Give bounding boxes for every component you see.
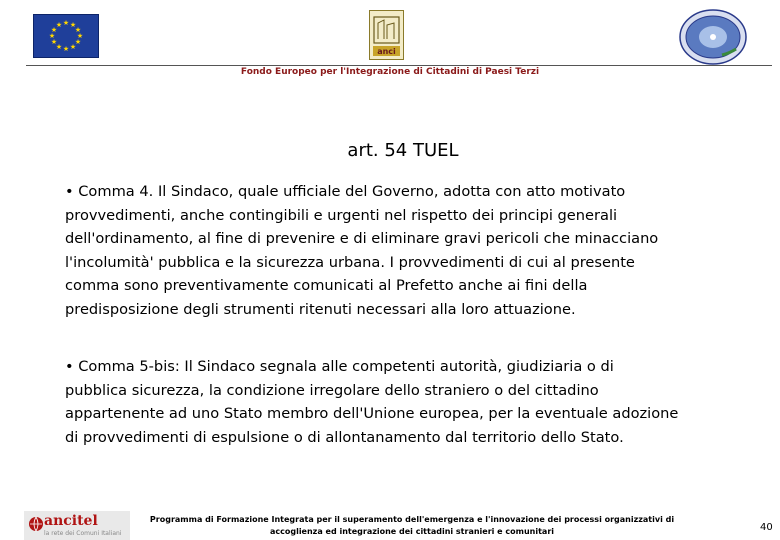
seal-icon [678, 9, 748, 65]
paragraph-line: pubblica sicurezza, la condizione irregolare dello straniero o del cittadino [65, 381, 599, 399]
svg-text:★: ★ [50, 26, 58, 34]
svg-text:★: ★ [55, 21, 63, 29]
paragraph-line: di provvedimenti di espulsione o di allontanamento dal territorio dello Stato. [65, 428, 624, 446]
paragraph-line: predisposizione degli strumenti ritenuti necessari alla loro attuazione. [65, 300, 576, 318]
eu-flag-icon [33, 14, 99, 58]
paragraph-line: dell'ordinamento, al fine di prevenire e di eliminare gravi pericoli che minacciano [65, 230, 659, 247]
paragraph-line: comma sono preventivamente comunicati al Prefetto anche ai fini della [65, 277, 588, 294]
svg-text:★: ★ [74, 26, 82, 34]
header-divider [26, 65, 772, 66]
anci-logo-icon [369, 10, 404, 60]
paragraph-comma-4 [65, 180, 755, 321]
ancitel-name: ancitel [44, 513, 98, 529]
footer-line: Programma di Formazione Integrata per il superamento dell'emergenza e l'innovazione dei processi organizzativi di [149, 515, 675, 524]
svg-text:anci: anci [377, 47, 396, 56]
footer-program-text [132, 514, 692, 538]
svg-text:★: ★ [76, 32, 84, 40]
eu-stars-icon [34, 15, 98, 57]
paragraph-line: • Comma 5-bis: Il Sindaco segnala alle competenti autorità, giudiziaria o di [65, 358, 614, 375]
ancitel-subtitle: la rete dei Comuni Italiani [44, 530, 122, 537]
svg-text:★: ★ [55, 43, 63, 51]
slide-title: art. 54 TUEL [347, 140, 459, 161]
svg-text:★: ★ [48, 32, 56, 40]
svg-text:★: ★ [50, 38, 58, 46]
page-number: 40 [760, 522, 773, 533]
ancitel-logo-icon [24, 511, 130, 540]
footer-line: accoglienza ed integrazione dei cittadini stranieri e comunitari [269, 527, 555, 536]
svg-text:★: ★ [74, 38, 82, 46]
paragraph-line: • Comma 4. Il Sindaco, quale ufficiale del Governo, adotta con atto motivato [65, 183, 626, 200]
paragraph-line: l'incolumità' pubblica e la sicurezza urbana. I provvedimenti di cui al presente [65, 253, 635, 271]
svg-text:★: ★ [62, 19, 70, 27]
fund-title: Fondo Europeo per l'Integrazione di Cittadini di Paesi Terzi [240, 67, 540, 77]
paragraph-line: provvedimenti, anche contingibili e urgenti nel rispetto dei principi generali [65, 206, 618, 224]
svg-text:★: ★ [62, 45, 70, 53]
svg-text:★: ★ [69, 43, 77, 51]
paragraph-comma-5-bis [65, 355, 755, 449]
svg-text:★: ★ [69, 21, 77, 29]
paragraph-line: appartenente ad uno Stato membro dell'Unione europea, per la eventuale adozione [65, 405, 679, 422]
ancitel-globe-icon [27, 515, 45, 533]
